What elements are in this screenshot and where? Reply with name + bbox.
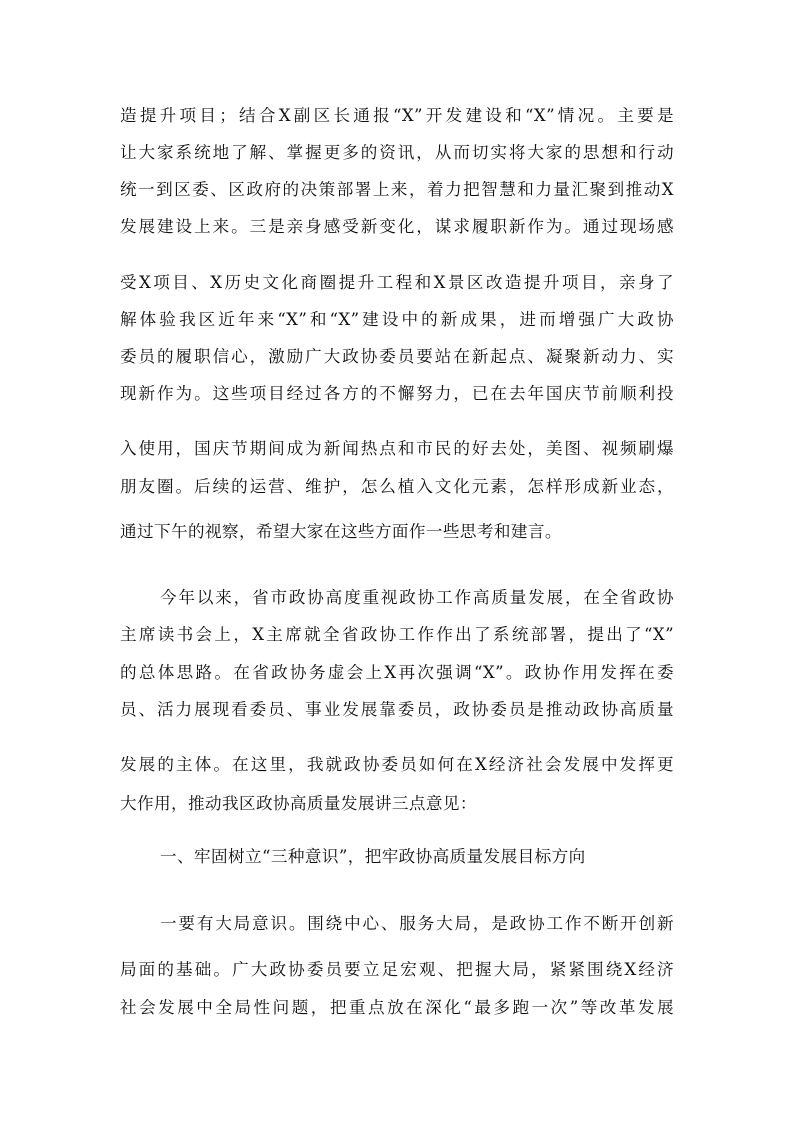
text-line: 员、活力展现看委员、事业发展靠委员，政协委员是推动政协高质量 <box>120 700 674 719</box>
text-line: 发展的主体。在这里，我就政协委员如何在X经济社会发展中发挥更 <box>120 755 674 774</box>
text-line: 解体验我区近年来“X”和“X”建设中的新成果，进而增强广大政协 <box>120 310 674 329</box>
text-line: 入使用，国庆节期间成为新闻热点和市民的好去处，美图、视频刷爆 <box>120 439 674 458</box>
text-line: 受X项目、X历史文化商圈提升工程和X景区改造提升项目，亲身了 <box>120 273 674 292</box>
text-line: 大作用，推动我区政协高质量发展讲三点意见： <box>120 794 477 813</box>
text-line: 社会发展中全局性问题，把重点放在深化“最多跑一次”等改革发展 <box>120 998 674 1017</box>
section-heading: 一、牢固树立“三种意识”，把牢政协高质量发展目标方向 <box>160 847 586 866</box>
text-line: 让大家系统地了解、掌握更多的资讯，从而切实将大家的思想和行动 <box>120 143 674 162</box>
text-line: 的总体思路。在省政协务虚会上X再次强调“X”。政协作用发挥在委 <box>120 663 674 682</box>
text-line: 委员的履职信心，激励广大政协委员要站在新起点、凝聚新动力、实 <box>120 347 674 366</box>
text-line: 通过下午的视察，希望大家在这些方面作一些思考和建言。 <box>120 522 562 541</box>
text-line: 主席读书会上，X主席就全省政协工作作出了系统部署，提出了“X” <box>120 625 674 644</box>
text-line: 朋友圈。后续的运营、维护，怎么植入文化元素，怎样形成新业态， <box>120 477 674 496</box>
text-line: 造提升项目；结合X副区长通报“X”开发建设和“X”情况。主要是 <box>120 106 674 125</box>
text-line: 统一到区委、区政府的决策部署上来，着力把智慧和力量汇聚到推动X <box>120 180 674 199</box>
text-line: 现新作为。这些项目经过各方的不懈努力，已在去年国庆节前顺利投 <box>120 384 674 403</box>
text-line: 今年以来，省市政协高度重视政协工作高质量发展，在全省政协 <box>160 588 674 607</box>
text-line: 发展建设上来。三是亲身感受新变化，谋求履职新作为。通过现场感 <box>120 217 674 236</box>
text-line: 局面的基础。广大政协委员要立足宏观、把握大局，紧紧围绕X经济 <box>120 960 674 979</box>
text-line: 一要有大局意识。围绕中心、服务大局，是政协工作不断开创新 <box>160 914 674 933</box>
